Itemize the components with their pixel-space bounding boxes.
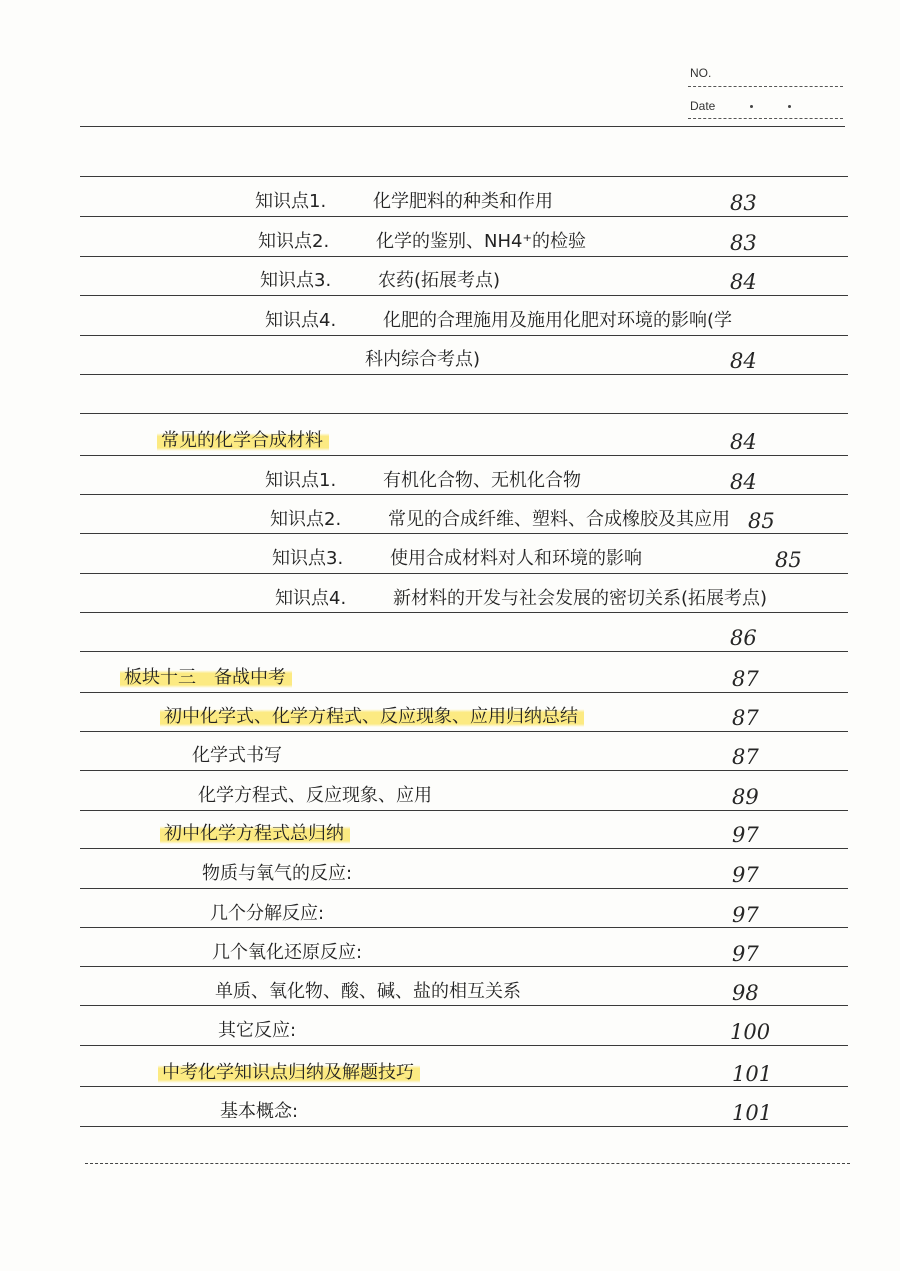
ruled-line bbox=[80, 176, 848, 177]
toc-row bbox=[80, 1096, 850, 1126]
toc-row bbox=[80, 305, 850, 335]
toc-section-title bbox=[157, 429, 329, 453]
ruled-line bbox=[80, 692, 848, 693]
toc-row bbox=[80, 1057, 850, 1087]
toc-row bbox=[80, 780, 850, 810]
toc-row bbox=[80, 425, 850, 455]
toc-entry-label bbox=[218, 1019, 296, 1043]
toc-entry-label bbox=[265, 469, 581, 493]
ruled-line bbox=[80, 413, 848, 414]
toc-entry-text: 新材料的开发与社会发展的密切关系(拓展考点) bbox=[393, 588, 768, 609]
toc-entry-text: 其它反应: bbox=[218, 1020, 297, 1041]
toc-entry-text: 中考化学知识点归纳及解题技巧 bbox=[158, 1062, 420, 1083]
page-number: 84 bbox=[730, 270, 757, 294]
ruled-line bbox=[80, 731, 848, 732]
toc-row bbox=[80, 937, 850, 967]
toc-entry-label bbox=[192, 744, 282, 768]
date-dashed-line bbox=[688, 118, 843, 119]
ruled-line bbox=[80, 848, 848, 849]
toc-row bbox=[80, 858, 850, 888]
page-number: 98 bbox=[732, 981, 759, 1005]
page-number: 83 bbox=[730, 191, 757, 215]
toc-entry-text: 初中化学式、化学方程式、反应现象、应用归纳总结 bbox=[160, 706, 584, 727]
page-number: 85 bbox=[775, 548, 802, 572]
toc-row bbox=[80, 740, 850, 770]
knowledge-point-number: 知识点1. bbox=[255, 191, 327, 212]
toc-entry-text: 初中化学方程式总归纳 bbox=[160, 823, 350, 844]
ruled-line bbox=[80, 1126, 848, 1127]
toc-entry-label bbox=[212, 941, 362, 965]
toc-entry-text: 化学肥料的种类和作用 bbox=[373, 191, 553, 212]
toc-row bbox=[80, 1015, 850, 1045]
toc-entry-text: 基本概念: bbox=[220, 1101, 299, 1122]
toc-entry-label bbox=[365, 348, 480, 372]
knowledge-point-number: 知识点3. bbox=[272, 548, 344, 569]
page-number: 84 bbox=[730, 430, 757, 454]
toc-entry-text: 化学的鉴别、NH4⁺的检验 bbox=[376, 231, 586, 252]
ruled-line bbox=[80, 295, 848, 296]
knowledge-point-number: 知识点3. bbox=[260, 270, 332, 291]
ruled-line bbox=[80, 374, 848, 375]
ruled-line bbox=[80, 651, 848, 652]
toc-entry-text: 物质与氧气的反应: bbox=[202, 863, 353, 884]
toc-entry-text: 几个氧化还原反应: bbox=[212, 942, 363, 963]
toc-entry-text: 几个分解反应: bbox=[210, 903, 325, 924]
knowledge-point-number: 知识点4. bbox=[265, 310, 337, 331]
toc-row bbox=[80, 898, 850, 928]
toc-row bbox=[80, 662, 850, 692]
page-number: 100 bbox=[730, 1020, 771, 1044]
toc-entry-label bbox=[215, 980, 521, 1004]
toc-row bbox=[80, 265, 850, 295]
ruled-line bbox=[80, 335, 848, 336]
ruled-line bbox=[80, 455, 848, 456]
knowledge-point-number: 知识点1. bbox=[265, 470, 337, 491]
toc-entry-label bbox=[270, 508, 730, 532]
toc-entry-label bbox=[202, 862, 352, 886]
page-number: 84 bbox=[730, 349, 757, 373]
ruled-line bbox=[80, 256, 848, 257]
ruled-line bbox=[80, 573, 848, 574]
page-number: 85 bbox=[748, 509, 775, 533]
date-dot bbox=[788, 105, 791, 108]
toc-entry-text: 常见的合成纤维、塑料、合成橡胶及其应用 bbox=[388, 509, 730, 530]
toc-entry-label bbox=[220, 1100, 298, 1124]
ruled-line bbox=[80, 126, 845, 127]
toc-entry-label bbox=[275, 587, 767, 611]
toc-entry-label bbox=[272, 547, 642, 571]
toc-row bbox=[80, 701, 850, 731]
toc-entry-text: 化学方程式、反应现象、应用 bbox=[198, 785, 432, 806]
toc-entry-label bbox=[198, 784, 432, 808]
ruled-line bbox=[80, 810, 848, 811]
page-number: 97 bbox=[732, 942, 759, 966]
toc-entry-label bbox=[260, 269, 500, 293]
page-number: 101 bbox=[732, 1062, 773, 1086]
toc-entry-text: 单质、氧化物、酸、碱、盐的相互关系 bbox=[215, 981, 521, 1002]
toc-entry-label bbox=[258, 230, 586, 254]
toc-entry-text: 农药(拓展考点) bbox=[378, 270, 501, 291]
toc-entry-text: 科内综合考点) bbox=[365, 349, 481, 370]
page-number: 87 bbox=[732, 745, 759, 769]
toc-section-title bbox=[120, 666, 292, 690]
no-label: NO. bbox=[690, 66, 712, 80]
knowledge-point-number: 知识点4. bbox=[275, 588, 347, 609]
toc-row bbox=[80, 226, 850, 256]
toc-row bbox=[80, 818, 850, 848]
toc-row bbox=[80, 621, 850, 651]
toc-row bbox=[80, 583, 850, 613]
ruled-line bbox=[80, 770, 848, 771]
knowledge-point-number: 知识点2. bbox=[270, 509, 342, 530]
toc-entry-text: 常见的化学合成材料 bbox=[157, 430, 329, 451]
bottom-dashed-line bbox=[85, 1163, 850, 1164]
toc-section-title bbox=[160, 822, 350, 846]
page-number: 97 bbox=[732, 903, 759, 927]
toc-entry-text: 使用合成材料对人和环境的影响 bbox=[390, 548, 642, 569]
toc-row bbox=[80, 976, 850, 1006]
toc-entry-label bbox=[210, 902, 324, 926]
toc-entry-text: 板块十三 备战中考 bbox=[120, 667, 292, 688]
toc-entry-text: 化学式书写 bbox=[192, 745, 282, 766]
toc-section-title bbox=[160, 705, 584, 729]
ruled-line bbox=[80, 1045, 848, 1046]
ruled-line bbox=[80, 216, 848, 217]
toc-entry-text: 有机化合物、无机化合物 bbox=[383, 470, 581, 491]
page-number: 87 bbox=[732, 706, 759, 730]
page-number: 84 bbox=[730, 470, 757, 494]
page-number: 89 bbox=[732, 785, 759, 809]
toc-entry-label bbox=[265, 309, 732, 333]
date-dot bbox=[750, 105, 753, 108]
page-number: 97 bbox=[732, 823, 759, 847]
toc-entry-text: 化肥的合理施用及施用化肥对环境的影响(学 bbox=[383, 310, 733, 331]
toc-row bbox=[80, 504, 850, 534]
toc-section-title bbox=[158, 1061, 420, 1085]
page-number: 101 bbox=[732, 1101, 773, 1125]
page-number: 97 bbox=[732, 863, 759, 887]
toc-row bbox=[80, 465, 850, 495]
page-number: 83 bbox=[730, 231, 757, 255]
no-dashed-line bbox=[688, 86, 843, 87]
toc-row bbox=[80, 543, 850, 573]
page-number: 87 bbox=[732, 667, 759, 691]
page-number: 86 bbox=[730, 626, 757, 650]
knowledge-point-number: 知识点2. bbox=[258, 231, 330, 252]
toc-row bbox=[80, 344, 850, 374]
ruled-line bbox=[80, 888, 848, 889]
toc-row bbox=[80, 186, 850, 216]
date-label: Date bbox=[690, 99, 716, 113]
toc-entry-label bbox=[255, 190, 553, 214]
